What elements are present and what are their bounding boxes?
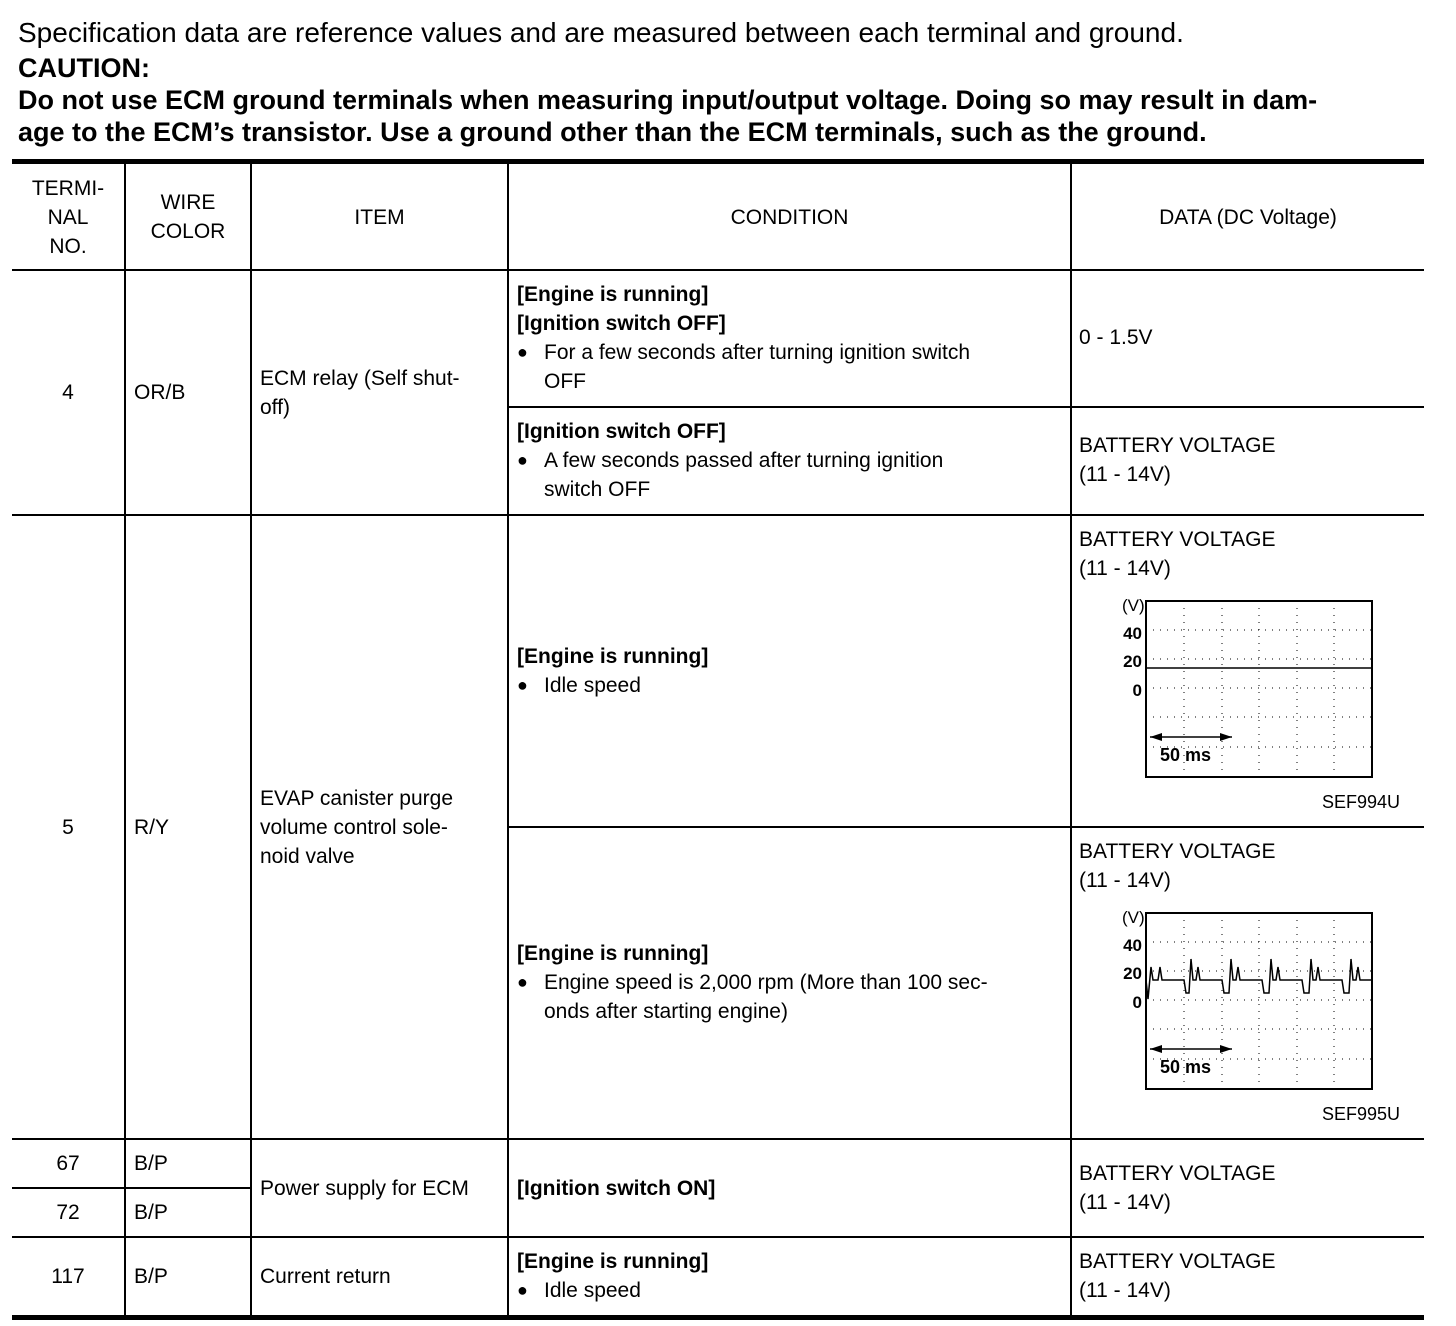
- scope-time-label: 50 ms: [1160, 1057, 1212, 1077]
- data-5b: BATTERY VOLTAGE (11 - 14V): [1079, 840, 1276, 892]
- table-top-border: [12, 159, 1424, 164]
- col-divider-4: [1070, 159, 1072, 1317]
- col-divider-1: [124, 159, 126, 1317]
- condition-4a: [Engine is running] [Ignition switch OFF] ● For a few seconds after turning ignition switch OFF: [517, 280, 1057, 396]
- scope-tick: 20: [1123, 652, 1142, 671]
- header-terminal: TERMI- NAL NO.: [31, 176, 105, 258]
- caution-line-2: age to the ECM’s transistor. Use a ground other than the ECM terminals, such as the ground.: [18, 117, 1207, 147]
- bullet-icon: ●: [517, 972, 528, 992]
- terminal-67: 67: [56, 1152, 80, 1175]
- condition-5b: [Engine is running] ● Engine speed is 2,000 rpm (More than 100 sec- onds after starting engine): [517, 939, 1057, 1026]
- caution-line-1: Do not use ECM ground terminals when measuring input/output voltage. Doing so may result in dam-: [18, 85, 1318, 115]
- terminal-5: 5: [62, 815, 74, 839]
- header-wire-color: WIRE COLOR: [150, 191, 226, 243]
- intro: [18, 14, 1438, 148]
- header-item: ITEM: [354, 205, 405, 229]
- scope-unit: (V): [1122, 908, 1145, 927]
- scope-tick: 40: [1123, 936, 1142, 955]
- item-5: EVAP canister purge volume control sole- noid valve: [260, 786, 453, 868]
- item-117: Current return: [260, 1265, 391, 1288]
- scope-2000rpm-waveform: [1102, 907, 1382, 1092]
- condition-117: [Engine is running] ● Idle speed: [517, 1247, 1057, 1305]
- data-4b: BATTERY VOLTAGE (11 - 14V): [1079, 434, 1276, 486]
- terminal-table: [12, 159, 1424, 1320]
- scope-tick: 0: [1132, 681, 1142, 700]
- figure-code-2: SEF995U: [1322, 1104, 1401, 1124]
- terminal-72: 72: [56, 1201, 80, 1224]
- wire-5: R/Y: [134, 815, 170, 839]
- caution-heading: CAUTION:: [18, 53, 150, 83]
- data-67: BATTERY VOLTAGE (11 - 14V): [1079, 1162, 1276, 1214]
- data-5a: BATTERY VOLTAGE (11 - 14V): [1079, 528, 1276, 580]
- header-data: DATA (DC Voltage): [1159, 205, 1337, 229]
- scope-time-label: 50 ms: [1160, 745, 1212, 765]
- terminal-4: 4: [62, 381, 74, 404]
- condition-4b: [Ignition switch OFF] ● A few seconds passed after turning ignition switch OFF: [517, 417, 1057, 504]
- bullet-icon: ●: [517, 1280, 528, 1300]
- wire-67: B/P: [134, 1152, 168, 1175]
- condition-5a: [Engine is running] ● Idle speed: [517, 642, 1057, 700]
- scope-unit: (V): [1122, 596, 1145, 615]
- scope-tick: 20: [1123, 964, 1142, 983]
- table-bottom-border: [12, 1315, 1424, 1320]
- wire-4: OR/B: [134, 381, 186, 404]
- figure-code-1: SEF994U: [1322, 792, 1401, 812]
- bullet-icon: ●: [517, 342, 528, 362]
- scope-idle-waveform: [1102, 595, 1382, 780]
- bullet-icon: ●: [517, 675, 528, 695]
- wire-72: B/P: [134, 1201, 168, 1224]
- bullet-icon: ●: [517, 450, 528, 470]
- scope-tick: 40: [1123, 624, 1142, 643]
- row5-subdivider: [508, 826, 1424, 828]
- wire-117: B/P: [134, 1265, 168, 1288]
- data-4a: 0 - 1.5V: [1079, 326, 1153, 349]
- col-divider-3: [507, 159, 509, 1317]
- item-67: Power supply for ECM: [260, 1176, 469, 1200]
- item-4: ECM relay (Self shut- off): [260, 366, 460, 419]
- condition-67: [Ignition switch ON]: [517, 1176, 716, 1200]
- terminal-117: 117: [51, 1265, 85, 1288]
- row4-subdivider: [508, 406, 1424, 408]
- col-divider-2: [250, 159, 252, 1317]
- header-condition: CONDITION: [730, 205, 849, 229]
- data-117: BATTERY VOLTAGE (11 - 14V): [1079, 1250, 1276, 1302]
- waveform-line: [1146, 959, 1372, 999]
- scope-tick: 0: [1132, 993, 1142, 1012]
- spec-note: Specification data are reference values and are measured between each terminal and ground.: [18, 17, 1184, 48]
